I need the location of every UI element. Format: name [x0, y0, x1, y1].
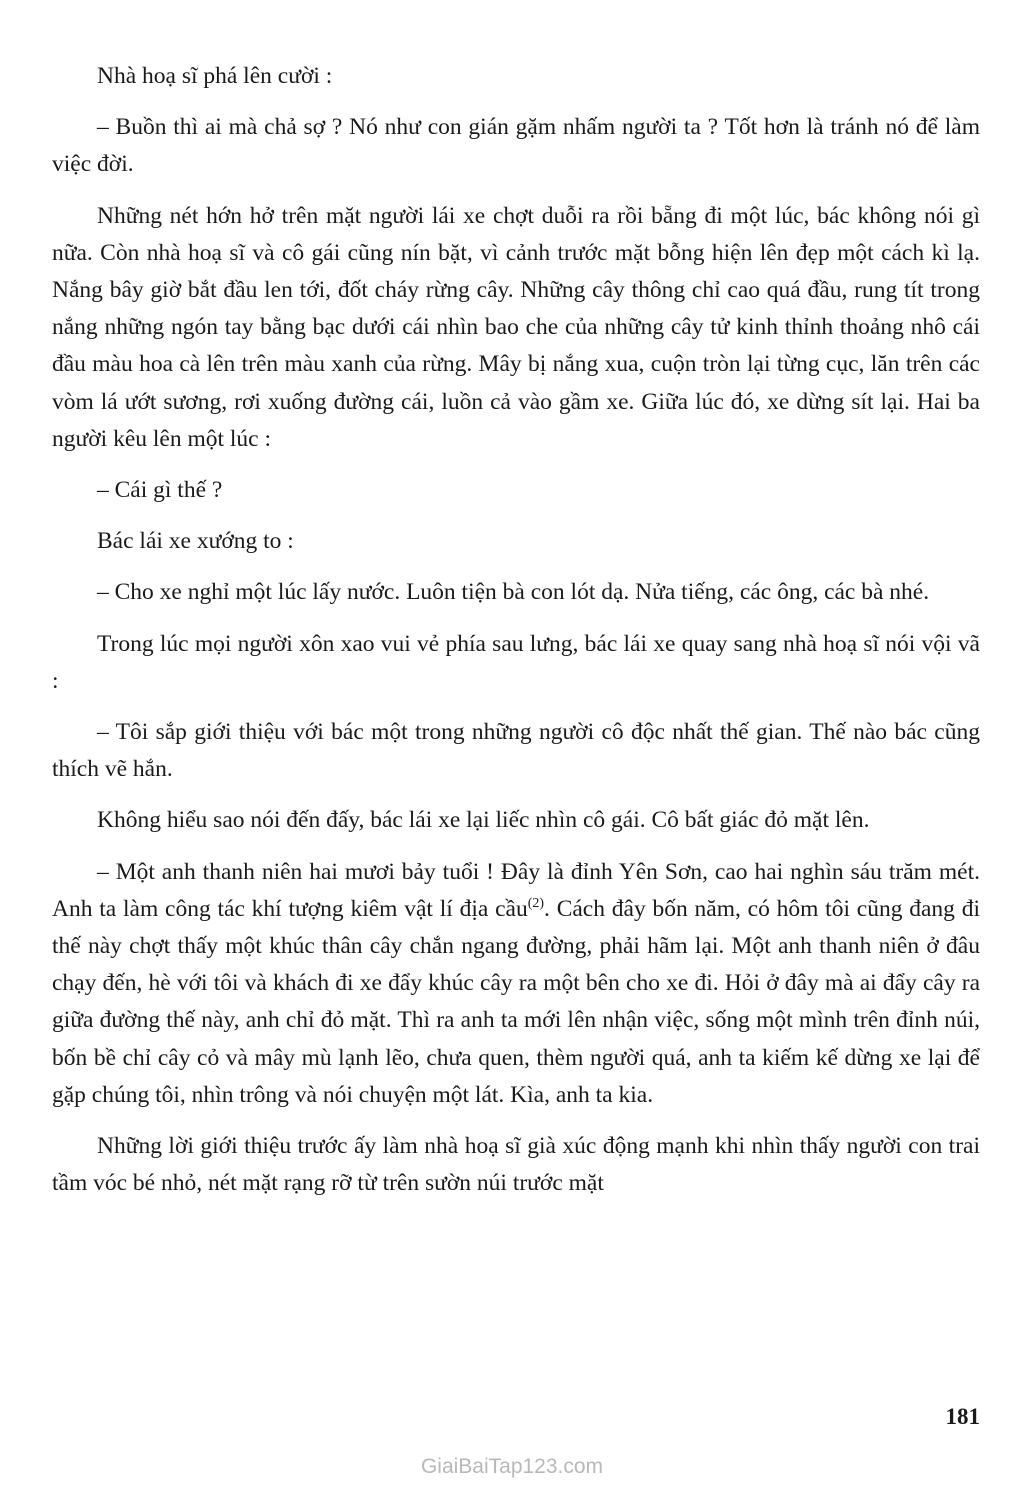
paragraph-6: – Cho xe nghỉ một lúc lấy nước. Luôn tiện bà con lót dạ. Nửa tiếng, các ông, các bà nhé.: [97, 579, 930, 606]
page-number: 181: [945, 1404, 980, 1429]
paragraph-5: Bác lái xe xướng to :: [97, 528, 294, 555]
paragraph-3: Những nét hớn hở trên mặt người lái xe chợt duỗi ra rồi bẵng đi một lúc, bác không nói gì nữa. Còn nhà hoạ sĩ và cô gái cũng nín bặt, vì cảnh trước mặt bỗng hiện lên đẹp một cách kì lạ. Nắng bây giờ bắt đầu len tới, đốt cháy rừng cây. Những cây thông chỉ cao quá đầu, rung tít trong nắng những ngón tay bằng bạc dưới cái nhìn bao che của những cây tử kinh thỉnh thoảng nhô cái đầu màu hoa cà lên trên màu xanh của rừng. Mây bị nắng xua, cuộn tròn lại từng cục, lăn trên các vòm lá ướt sương, rơi xuống đường cái, luồn cả vào gầm xe. Giữa lúc đó, xe dừng sít lại. Hai ba người kêu lên một lúc :: [52, 202, 980, 452]
paragraph-8: – Tôi sắp giới thiệu với bác một trong những người cô độc nhất thế gian. Thế nào bác cũng thích vẽ hắn.: [52, 719, 980, 783]
paragraph-2: – Buồn thì ai mà chả sợ ? Nó như con gián gặm nhấm người ta ? Tốt hơn là tránh nó để làm việc đời.: [52, 114, 980, 178]
paragraph-11: Những lời giới thiệu trước ấy làm nhà hoạ sĩ già xúc động mạnh khi nhìn thấy người con trai tầm vóc bé nhỏ, nét mặt rạng rỡ từ trên sườn núi trước mặt: [52, 1133, 980, 1197]
document-body: [52, 58, 980, 1216]
paragraph-4: – Cái gì thế ?: [97, 477, 223, 504]
paragraph-10-part-a: – Một anh thanh niên hai mươi bảy tuổi ! Đây là đỉnh Yên Sơn, cao hai nghìn sáu trăm mét. Anh ta làm công tác khí tượng kiêm vật lí địa cầu: [52, 858, 980, 922]
watermark: GiaiBaiTap123.com: [420, 1455, 604, 1478]
paragraph-9: Không hiểu sao nói đến đấy, bác lái xe lại liếc nhìn cô gái. Cô bất giác đỏ mặt lên.: [97, 807, 870, 834]
paragraph-1: Nhà hoạ sĩ phá lên cười :: [97, 63, 333, 89]
paragraph-7: Trong lúc mọi người xôn xao vui vẻ phía sau lưng, bác lái xe quay sang nhà hoạ sĩ nói vội vã :: [52, 630, 980, 694]
paragraph-10-part-b: . Cách đây bốn năm, có hôm tôi cũng đang đi thế này chợt thấy một khúc thân cây chắn ngang đường, phải hãm lại. Một anh thanh niên ở đâu chạy đến, hè với tôi và khách đi xe đẩy khúc cây ra một bên cho xe đi. Hỏi ở đây mà ai đẩy cây ra giữa đường thế này, anh chỉ đỏ mặt. Thì ra anh ta mới lên nhận việc, sống một mình trên đỉnh núi, bốn bề chỉ cây cỏ và mây mù lạnh lẽo, chưa quen, thèm người quá, anh ta kiếm kế dừng xe lại để gặp chúng tôi, nhìn trông và nói chuyện một lát. Kìa, anh ta kia.: [52, 895, 980, 1108]
footnote-marker: (2): [527, 896, 545, 912]
paragraph-10: [52, 854, 980, 1114]
